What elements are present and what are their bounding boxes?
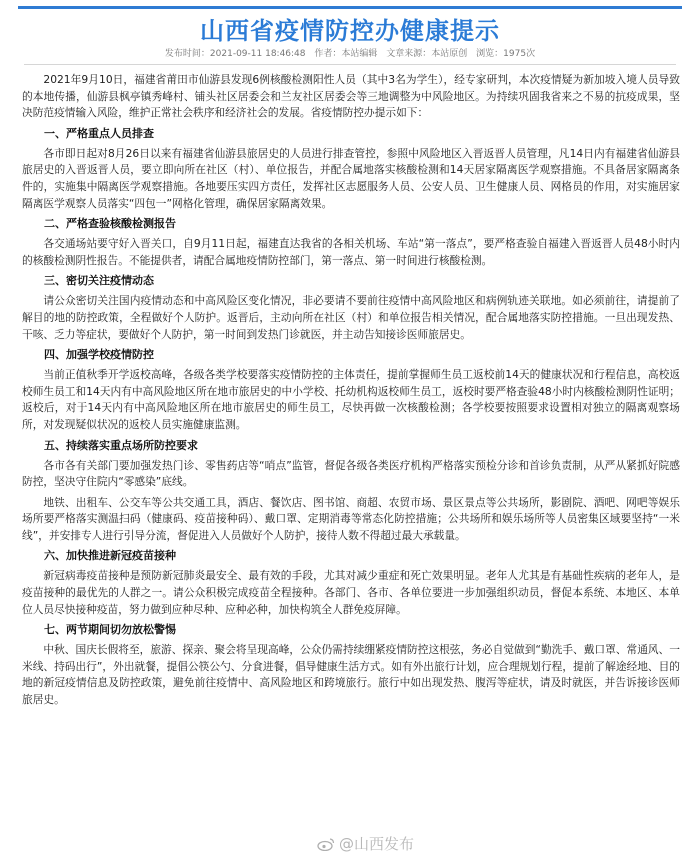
view-count: 浏览：1975次 xyxy=(476,49,536,59)
section-heading: 六、加快推进新冠疫苗接种 xyxy=(44,549,176,563)
intro-paragraph: 2021年9月10日，福建省莆田市仙游县发现6例核酸检测阳性人员（其中3名为学生），经专家研判，本次疫情疑为新加坡入境人员导致的本地传播，仙游县枫亭镇秀峰村、铺头社区居委会和兰友社区居委会等三地调整为中风险地区。为持续巩固我省来之不易的抗疫成果，坚决防范疫情输入风险，维护正常社会秩序和经济社会的发展。省疫情防控办提示如下： xyxy=(22,73,680,120)
section-paragraph: 当前正值秋季开学返校高峰，各级各类学校要落实疫情防控的主体责任，提前掌握师生员工返校前14天的健康状况和行程信息，高校返校师生员工和14天内有中高风险地区所在地市旅居史的中小学校、托幼机构返校师生员工，返校时要严格查验48小时内核酸检测阴性证明；返校后，对于14天内有中高风险地区所在地市旅居史的师生员工，尽快再做一次核酸检测；各学校要按照要求设置相对独立的隔离观察场所，对发现疑似状况的返校人员实施健康监测。 xyxy=(22,368,680,431)
section-heading: 四、加强学校疫情防控 xyxy=(44,348,154,362)
section-heading: 二、严格查验核酸检测报告 xyxy=(44,217,176,231)
section-paragraph: 各交通场站要守好入晋关口，自9月11日起，福建直达我省的各相关机场、车站“第一落点”，要严格查验自福建入晋返晋人员48小时内的核酸检测阴性报告。不能提供者，请配合属地疫情防控部门，第一落点、第一时间进行核酸检测。 xyxy=(22,237,680,267)
section-paragraph: 请公众密切关注国内疫情动态和中高风险区变化情况，非必要请不要前往疫情中高风险地区和病例轨迹关联地。如必须前往，请提前了解目的地的防控政策，全程做好个人防护。返晋后，主动向所在社区（村）和单位报告相关情况，配合属地落实防控措施。一旦出现发热、干咳、乏力等症状，要做好个人防护，第一时间到发热门诊就医，并主动告知接诊医师旅居史。 xyxy=(22,294,680,341)
author: 作者：本站编辑 xyxy=(314,49,378,59)
weibo-icon xyxy=(317,837,335,851)
watermark-text: @山西发布 xyxy=(338,835,414,853)
section-heading: 三、密切关注疫情动态 xyxy=(44,274,154,288)
section-paragraph: 各市即日起对8月26日以来有福建省仙游县旅居史的人员进行排查管控，参照中风险地区入晋返晋人员管理，凡14日内有福建省仙游县旅居史的入晋返晋人员，要立即向所在社区（村）、单位报告，并配合属地落实核酸检测和14天居家隔离医学观察措施。不具备居家隔离条件的，实施集中隔离医学观察措施。各地要压实四方责任，发挥社区志愿服务人员、公安人员、卫生健康人员、网格员的作用，对实施居家隔离医学观察人员落实“四包一”网格化管理，确保居家隔离效果。 xyxy=(22,146,680,210)
article-body xyxy=(22,72,680,713)
publish-time: 发布时间：2021-09-11 18:46:48 xyxy=(164,49,306,59)
source: 文章来源：本站原创 xyxy=(386,49,468,59)
article-meta xyxy=(0,48,700,60)
section-paragraph: 各市各有关部门要加强发热门诊、零售药店等“哨点”监管，督促各级各类医疗机构严格落实预检分诊和首诊负责制，从严从紧抓好院感防控，坚决守住院内“零感染”底线。 xyxy=(22,458,680,489)
meta-divider xyxy=(24,64,676,65)
section-heading: 五、持续落实重点场所防控要求 xyxy=(44,438,198,452)
section-paragraph: 中秋、国庆长假将至，旅游、探亲、聚会将呈现高峰，公众仍需持续绷紧疫情防控这根弦，务必自觉做到“勤洗手、戴口罩、常通风、一米线、持码出行”，外出就餐，提倡公筷公勺、分食进餐，倡导健康生活方式。如有外出旅行计划，应合理规划行程，提前了解途经地、目的地的新冠疫情信息及防控政策，避免前往疫情中、高风险地区和跨境旅行。旅行中如出现发热、腹泻等症状，请及时就医，并告诉接诊医师旅居史。 xyxy=(22,643,680,707)
section-heading: 一、严格重点人员排查 xyxy=(44,126,154,140)
weibo-watermark xyxy=(317,833,414,854)
article-title: 山西省疫情防控办健康提示 xyxy=(200,17,500,45)
section-paragraph: 新冠病毒疫苗接种是预防新冠肺炎最安全、最有效的手段，尤其对减少重症和死亡效果明显。老年人尤其是有基础性疾病的老年人，是疫苗接种的最优先的人群之一。请公众积极完成疫苗全程接种。各部门、各市、各单位要进一步加强组织动员，督促本系统、本地区、本单位人员尽快接种疫苗，努力做到应种尽种、应种必种，加快构筑全人群免疫屏障。 xyxy=(22,569,680,616)
section-heading: 七、两节期间切勿放松警惕 xyxy=(44,623,176,637)
section-paragraph: 地铁、出租车、公交车等公共交通工具，酒店、餐饮店、图书馆、商超、农贸市场、景区景点等公共场所，影剧院、酒吧、网吧等娱乐场所要严格落实测温扫码（健康码、疫苗接种码）、戴口罩、定期消毒等常态化防控措施；公共场所和娱乐场所等人员密集区域要坚持“一米线”，并安排专人进行引导分流，督促进入人员做好个人防护，接待人数不得超过最大承载量。 xyxy=(22,495,680,542)
top-border xyxy=(18,6,682,9)
